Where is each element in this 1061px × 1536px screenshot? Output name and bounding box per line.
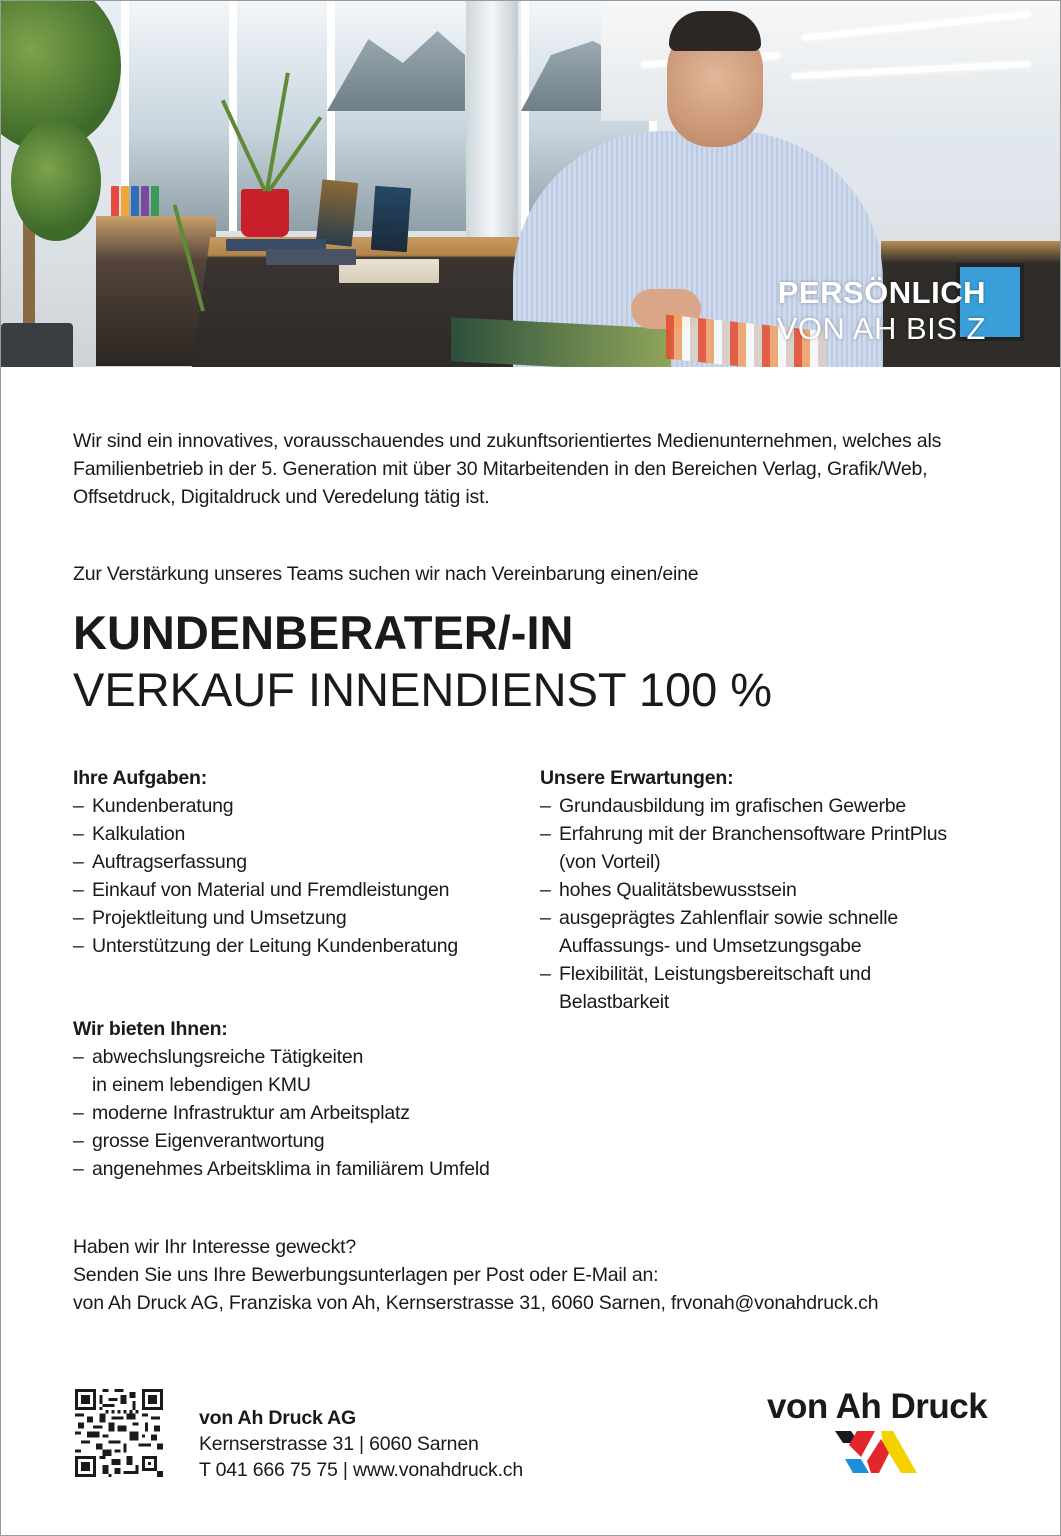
red-plant-pot xyxy=(241,189,289,237)
list-item: – Flexibilität, Leistungsbereitschaft und Belastbarkeit xyxy=(540,960,909,1016)
list-item: – Erfahrung mit der Branchensoftware PrintPlus (von Vorteil) xyxy=(540,820,979,876)
qr-code-icon[interactable] xyxy=(75,1389,163,1477)
list-item: – hohes Qualitätsbewusstsein xyxy=(540,876,1000,904)
list-item: – moderne Infrastruktur am Arbeitsplatz xyxy=(73,1099,533,1127)
list-item: – grosse Eigenverantwortung xyxy=(73,1127,533,1155)
job-title: KUNDENBERATER/-IN xyxy=(73,606,574,659)
logo-wordmark: von Ah Druck xyxy=(767,1387,988,1426)
footer-address xyxy=(199,1405,523,1483)
footer-street: Kernserstrasse 31 | 6060 Sarnen xyxy=(199,1433,479,1455)
brochure xyxy=(371,186,411,252)
list-item: – Einkauf von Material und Fremdleistungen xyxy=(73,876,513,904)
hero-headline-light: VON AH BIS Z xyxy=(776,311,986,346)
list-item: – Kalkulation xyxy=(73,820,513,848)
book-stack xyxy=(266,249,356,265)
recruiting-lead: Zur Verstärkung unseres Teams suchen wir nach Vereinbarung einen/eine xyxy=(73,563,699,585)
tasks-heading: Ihre Aufgaben: xyxy=(73,767,208,789)
person-hair xyxy=(669,11,761,51)
expectations-section xyxy=(540,764,1000,1016)
footer-company: von Ah Druck AG xyxy=(199,1407,356,1429)
book xyxy=(121,186,129,216)
tasks-section xyxy=(73,764,513,960)
tasks-list xyxy=(73,792,513,960)
list-item: – Auftragserfassung xyxy=(73,848,513,876)
list-item: – Projektleitung und Umsetzung xyxy=(73,904,513,932)
book xyxy=(141,186,149,216)
offer-list xyxy=(73,1043,533,1183)
offer-section xyxy=(73,1015,533,1183)
list-item: – angenehmes Arbeitsklima in familiärem Umfeld xyxy=(73,1155,533,1183)
book xyxy=(131,186,139,216)
list-item: – ausgeprägtes Zahlenflair sowie schnelle Auffassungs- und Umsetzungsgabe xyxy=(540,904,939,960)
list-item: – abwechslungsreiche Tätigkeiten in einem lebendigen KMU xyxy=(73,1043,382,1099)
list-item: – Grundausbildung im grafischen Gewerbe xyxy=(540,792,1000,820)
book xyxy=(151,186,159,216)
closing-question: Haben wir Ihr Interesse geweckt? xyxy=(73,1236,356,1258)
contact-line[interactable]: von Ah Druck AG, Franziska von Ah, Kernserstrasse 31, 6060 Sarnen, frvonah@vonahdruck.ch xyxy=(73,1292,879,1314)
application-instructions xyxy=(73,1233,1003,1317)
list-item: – Unterstützung der Leitung Kundenberatung xyxy=(73,932,513,960)
hero-headline-bold: PERSÖNLICH xyxy=(777,275,986,310)
company-intro: Wir sind ein innovatives, vorausschauendes und zukunftsorientiertes Medienunternehmen, welches als Familienbetrieb in der 5. Generation mit über 30 Mitarbeitenden in den Bereichen Verlag, Grafik/Web, Offsetdruck, Digitaldruck und Veredelung tätig ist. xyxy=(73,430,942,508)
company-logo xyxy=(767,1387,991,1483)
tree-foliage xyxy=(11,121,101,241)
offer-heading: Wir bieten Ihnen: xyxy=(73,1018,228,1040)
brochure xyxy=(316,179,358,246)
plant-pot xyxy=(1,323,73,367)
footer-contact[interactable]: T 041 666 75 75 | www.vonahdruck.ch xyxy=(199,1459,523,1481)
logo-mark-icon xyxy=(835,1431,919,1475)
expectations-heading: Unsere Erwartungen: xyxy=(540,767,734,789)
book xyxy=(111,186,119,216)
expectations-list xyxy=(540,792,1000,1016)
list-item: – Kundenberatung xyxy=(73,792,513,820)
hero-headline xyxy=(777,275,986,347)
closing-request: Senden Sie uns Ihre Bewerbungsunterlagen per Post oder E-Mail an: xyxy=(73,1264,659,1286)
hero-photo xyxy=(1,1,1061,367)
job-subtitle: VERKAUF INNENDIENST 100 % xyxy=(73,663,773,716)
